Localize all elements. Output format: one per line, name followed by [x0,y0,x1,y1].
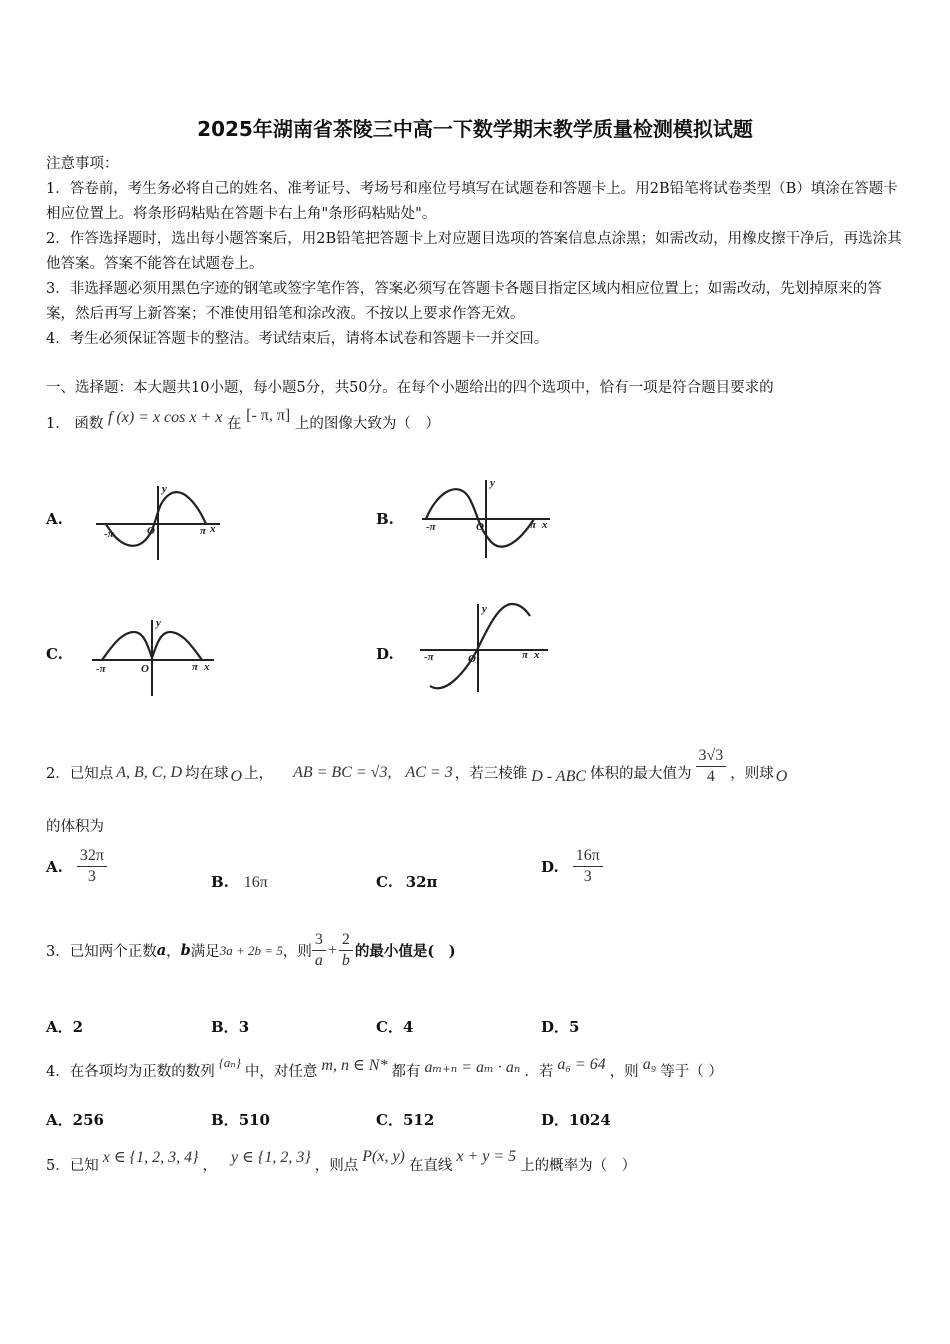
notice-heading: 注意事项： [46,156,119,172]
q5-point: P(x, y) [362,1147,405,1165]
pi-label: π [192,661,199,673]
option-label: B． [211,1018,239,1036]
q3-option-d[interactable] [541,1016,579,1037]
q2-text-2: 均在球 [185,766,229,782]
section-heading: 一、选择题：本大题共10小题，每小题5分，共50分。在每个小题给出的四个选项中，恰有一项是符合题目要求的 [46,380,774,396]
q1-text-1: 函数 [74,416,104,432]
x-label: x [542,519,548,531]
neg-pi-label: -π [104,528,114,540]
q3-option-b[interactable] [211,1016,249,1037]
question-number: 1． [46,416,70,432]
q2-option-c[interactable] [376,873,438,891]
q5-set-x: x ∈ {1, 2, 3, 4} [102,1148,199,1166]
q1-option-a-label[interactable]: A. [46,510,63,528]
question-number: 3． [46,944,70,960]
q5-text-4: 上的概率为（ ） [520,1158,637,1174]
x-label: x [210,523,216,535]
q4-text-5: ，则 [609,1064,639,1080]
q3-fraction-2 [339,930,353,971]
q3-text-2: 满足 [190,944,220,960]
q3-text-1: 已知两个正数 [69,944,157,960]
q3-var-a: a [156,942,167,959]
question-5 [46,1147,637,1175]
q4-option-b[interactable] [211,1109,270,1130]
q5-line: x + y = 5 [456,1147,517,1165]
q4-text-3: 都有 [391,1064,421,1080]
option-label: B. [211,873,229,891]
option-value: 1024 [569,1111,611,1129]
option-label: B． [211,1111,239,1129]
option-fraction [573,846,603,887]
q4-option-d[interactable] [541,1109,611,1130]
option-value: 510 [238,1111,270,1129]
notice-item: 2．作答选择题时，选出每小题答案后，用2B铅笔把答题卡上对应题目选项的答案信息点涂黑；如需改动，用橡皮擦干净后，再选涂其他答案。答案不能答在试题卷上。 [46,231,902,272]
q2-text-5: 体积的最大值为 [590,766,692,782]
q3-option-c[interactable] [376,1016,413,1037]
q3-comma: ， [166,944,181,960]
q2-condition-1: AB = BC = √3, [293,763,392,781]
option-label: A． [46,1111,73,1129]
notice-item: 4．考生必须保证答题卡的整洁。考试结束后，请将本试卷和答题卡一并交回。 [46,331,549,347]
fraction-denominator: 4 [706,768,715,785]
q5-separator: ， [202,1158,217,1174]
fraction-denominator: 3 [87,868,96,885]
q4-sequence: {aₙ} [218,1054,241,1070]
q1-option-b-label[interactable]: B. [376,510,394,528]
q3-text-4: 的最小值是( ) [354,943,456,960]
q1-option-d-label[interactable]: D. [376,645,394,663]
q4-option-c[interactable] [376,1109,434,1130]
fraction-numerator: 16π [573,846,603,867]
fraction-numerator: 3√3 [696,746,727,767]
option-value: 256 [72,1111,104,1129]
q1-interval: [- π, π] [246,407,291,424]
x-label: x [534,649,540,661]
q3-plus: + [327,941,337,959]
q1-text-3: 上的图像大致为（ ） [294,416,440,432]
fraction-denominator: 3 [583,868,592,885]
q4-option-a[interactable] [46,1109,104,1130]
neg-pi-label: -π [424,651,434,663]
q1-function: f (x) = x cos x + x [107,409,223,426]
question-number: 4． [46,1064,70,1080]
q2-volume-fraction [696,746,727,787]
q5-text-1: 已知 [69,1158,99,1174]
fraction-denominator: a [314,952,323,969]
q4-text-1: 在各项均为正数的数列 [69,1064,215,1080]
q5-text-2: ，则点 [314,1158,359,1174]
q2-text-line-2: 的体积为 [46,819,104,835]
q3-text-3: ，则 [282,944,312,960]
fraction-denominator: b [341,952,350,969]
option-value: 2 [72,1018,84,1036]
q4-text-6: 等于（ ） [660,1064,723,1080]
q1-text-2: 在 [227,416,242,432]
q2-sphere-o: O [775,767,788,785]
pi-label: π [522,649,529,661]
q4-condition: m, n ∈ N* [321,1056,388,1074]
q4-text-2: 中，对任意 [244,1064,318,1080]
notice-item: 3．非选择题必须用黑色字迹的钢笔或签字笔作答，答案必须写在答题卡各题目指定区域内相应位置上；如需改动，先划掉原来的答案，然后再写上新答案；不准使用铅笔和涂改液。不按以上要求作答无效。 [46,281,882,322]
fraction-numerator: 3 [312,930,326,951]
q4-text-4: ．若 [524,1064,554,1080]
q1-graph-c[interactable] [88,616,223,698]
option-label: C． [376,1111,403,1129]
question-number: 2． [46,766,70,782]
q2-option-b[interactable] [211,873,268,892]
option-label: C. [376,873,393,891]
q5-text-3: 在直线 [408,1158,453,1174]
option-label: A． [46,1018,73,1036]
option-fraction [77,846,107,887]
option-label: D． [541,1018,570,1036]
q4-relation: aₘ₊ₙ = aₘ · aₙ [424,1058,521,1076]
q4-target: a₉ [642,1055,657,1073]
y-label: y [482,603,487,615]
question-3 [46,930,456,971]
q2-condition-2: AC = 3 [405,763,453,781]
curve [106,492,206,546]
origin-label: O [468,653,476,665]
option-value: 5 [569,1018,580,1036]
y-label: y [162,483,167,495]
q2-points: A, B, C, D [116,763,183,781]
question-4 [46,1054,723,1081]
pi-label: π [530,519,537,531]
pi-label: π [200,525,207,537]
y-label: y [156,617,161,629]
option-label: A. [46,857,63,876]
neg-pi-label: -π [426,521,436,533]
q1-graph-b[interactable] [418,476,558,561]
q1-option-c-label[interactable]: C. [46,645,63,663]
q3-fraction-1 [312,930,326,971]
curve [430,604,530,688]
option-label: D． [541,1111,570,1129]
option-value: 3 [238,1018,250,1036]
q2-text-1: 已知点 [69,766,114,782]
option-value: 512 [402,1111,435,1129]
fraction-numerator: 2 [339,930,353,951]
option-value: 16π [243,874,268,891]
q5-set-y: y ∈ {1, 2, 3} [230,1148,311,1166]
q2-pyramid: D - ABC [531,767,587,785]
notice-item: 1．答卷前，考生务必将自己的姓名、准考证号、考场号和座位号填写在试题卷和答题卡上。用2B铅笔将试卷类型（B）填涂在答题卡相应位置上。将条形码粘贴在答题卡右上角"条形码粘贴处"。 [46,181,898,222]
q3-option-a[interactable] [46,1016,83,1037]
q2-option-a[interactable] [46,846,107,887]
origin-label: O [147,525,155,537]
origin-label: O [141,663,149,675]
q2-text-4: ，若三棱锥 [454,766,528,782]
x-label: x [204,661,210,673]
question-2 [46,747,789,793]
option-label: C． [376,1018,403,1036]
page-title: 2025年湖南省茶陵三中高一下数学期末教学质量检测模拟试题 [197,117,753,141]
q1-graph-a[interactable] [92,482,227,562]
origin-label: O [476,521,484,533]
option-value: 32π [405,873,438,891]
fraction-numerator: 32π [77,846,107,867]
option-value: 4 [402,1018,414,1036]
q4-given: a₆ = 64 [557,1055,606,1073]
notice-block [46,152,906,352]
q2-text-3: 上， [244,766,274,782]
question-number: 5． [46,1158,70,1174]
question-1 [46,407,440,433]
q3-var-b: b [180,942,191,959]
q2-text-6: ，则球 [730,766,774,782]
q3-condition: 3a + 2b = 5 [219,942,283,958]
option-label: D. [541,857,559,876]
q2-option-d[interactable] [541,846,603,887]
q2-sphere-o: O [230,767,243,785]
q1-graph-d[interactable] [416,600,556,696]
neg-pi-label: -π [96,663,106,675]
y-label: y [490,477,495,489]
curve [426,489,534,546]
